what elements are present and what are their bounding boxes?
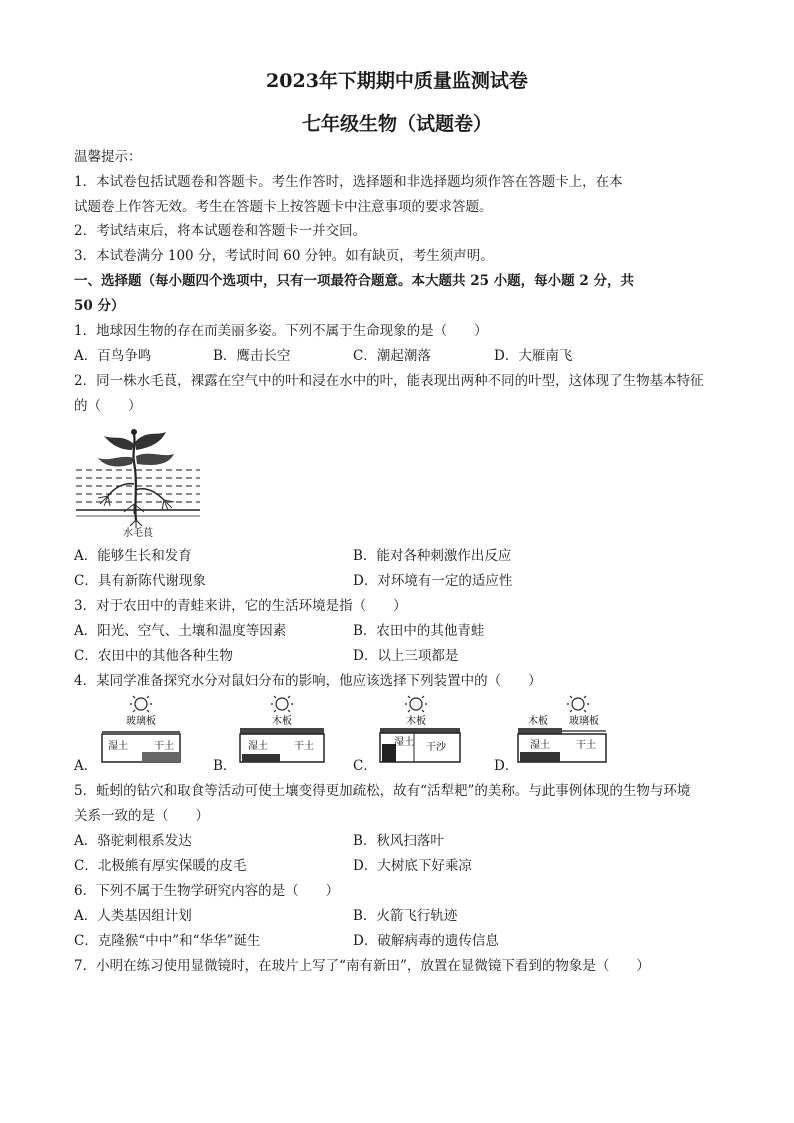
q2-option-b: B．能对各种刺激作出反应 xyxy=(353,548,512,564)
water-buttercup-illustration xyxy=(74,424,202,540)
sun-icon xyxy=(271,696,293,712)
page-title: 2023年下期期中质量监测试卷 xyxy=(266,70,528,92)
q5-option-c: C．北极熊有厚实保暖的皮毛 xyxy=(74,858,247,874)
device-d-right-label: 干土 xyxy=(576,740,596,751)
device-d-cover-right-label: 玻璃板 xyxy=(569,716,599,727)
sun-icon xyxy=(130,695,152,712)
question-3-stem: 3．对于农田中的青蛙来讲，它的生活环境是指（ ） xyxy=(74,598,407,614)
q1-option-d: D．大雁南飞 xyxy=(494,348,573,364)
device-c-left-label: 湿土 xyxy=(394,737,414,748)
q1-option-a: A．百鸟争鸣 xyxy=(74,348,152,364)
tip-2: 2．考试结束后，将本试题卷和答题卡一并交回。 xyxy=(74,223,367,239)
device-b xyxy=(234,694,330,770)
question-7-stem: 7．小明在练习使用显微镜时，在玻片上写了“南有新田”，放置在显微镜下看到的物象是（ ） xyxy=(74,958,650,974)
device-b-right-label: 干土 xyxy=(294,741,314,752)
q6-option-d: D．破解病毒的遗传信息 xyxy=(353,933,499,949)
question-5-stem-line-2: 关系一致的是（ ） xyxy=(74,808,209,824)
tips-heading: 温馨提示： xyxy=(74,149,142,165)
q3-option-d: D．以上三项都是 xyxy=(353,648,459,664)
tip-1-line-1: 1．本试卷包括试题卷和答题卡。考生作答时，选择题和非选择题均须作答在答题卡上，在本 xyxy=(74,174,623,190)
q3-option-a: A．阳光、空气、土壤和温度等因素 xyxy=(74,623,287,639)
q5-option-a: A．骆驼刺根系发达 xyxy=(74,833,192,849)
figure-caption: 水毛茛 xyxy=(123,528,153,539)
device-c xyxy=(374,694,468,770)
question-1-stem: 1．地球因生物的存在而美丽多姿。下列不属于生命现象的是（ ） xyxy=(74,323,488,339)
q6-option-b: B．火箭飞行轨迹 xyxy=(353,908,458,924)
sun-icon xyxy=(567,696,589,712)
q4-option-d: D． xyxy=(494,758,519,774)
tip-1-line-2: 试题卷上作答无效。考生在答题卡上按答题卡中注意事项的要求答题。 xyxy=(74,199,493,215)
question-4-stem: 4．某同学准备探究水分对鼠妇分布的影响，他应该选择下列装置中的（ ） xyxy=(74,673,542,689)
q3-option-c: C．农田中的其他各种生物 xyxy=(74,648,233,664)
question-2-stem-line-1: 2．同一株水毛茛，裸露在空气中的叶和浸在水中的叶，能表现出两种不同的叶型，这体现了生物基本特征 xyxy=(74,373,704,389)
device-b-left-label: 湿土 xyxy=(248,741,268,752)
water-buttercup-figure xyxy=(74,424,202,540)
device-a xyxy=(96,694,186,770)
q1-option-b: B．鹰击长空 xyxy=(213,348,291,364)
q2-option-a: A．能够生长和发育 xyxy=(74,548,192,564)
device-d-left-label: 湿土 xyxy=(530,740,550,751)
device-c-cover-label: 木板 xyxy=(406,716,426,727)
question-5-stem-line-1: 5．蚯蚓的钻穴和取食等活动可使土壤变得更加疏松，故有“活犁耙”的美称。与此事例体现的生物与环境 xyxy=(74,783,691,799)
q5-option-b: B．秋风扫落叶 xyxy=(353,833,444,849)
device-b-cover-label: 木板 xyxy=(272,716,292,727)
tip-3: 3．本试卷满分 100 分，考试时间 60 分钟。如有缺页，考生须声明。 xyxy=(74,248,494,264)
q4-option-b: B． xyxy=(213,758,237,774)
device-a-cover-label: 玻璃板 xyxy=(126,716,156,727)
q4-option-a: A． xyxy=(74,758,98,774)
device-c-right-label: 干沙 xyxy=(426,742,446,753)
device-d xyxy=(512,694,612,770)
question-6-stem: 6．下列不属于生物学研究内容的是（ ） xyxy=(74,883,340,899)
page-subtitle: 七年级生物（试题卷） xyxy=(301,113,492,135)
q6-option-c: C．克隆猴“中中”和“华华”诞生 xyxy=(74,933,261,949)
section-heading-line-1: 一、选择题（每小题四个选项中，只有一项最符合题意。本大题共 25 小题，每小题 2 分，共 xyxy=(74,273,634,289)
q6-option-a: A．人类基因组计划 xyxy=(74,908,192,924)
q2-option-d: D．对环境有一定的适应性 xyxy=(353,573,513,589)
q4-option-c: C． xyxy=(353,758,377,774)
sun-icon xyxy=(405,696,427,712)
device-a-left-label: 湿土 xyxy=(108,741,128,752)
device-a-right-label: 干土 xyxy=(154,741,174,752)
q3-option-b: B．农田中的其他青蛙 xyxy=(353,623,485,639)
q5-option-d: D．大树底下好乘凉 xyxy=(353,858,472,874)
section-heading-line-2: 50 分） xyxy=(74,298,125,314)
device-d-cover-left-label: 木板 xyxy=(528,716,548,727)
q2-option-c: C．具有新陈代谢现象 xyxy=(74,573,206,589)
question-2-stem-line-2: 的（ ） xyxy=(74,398,142,414)
q1-option-c: C．潮起潮落 xyxy=(353,348,431,364)
